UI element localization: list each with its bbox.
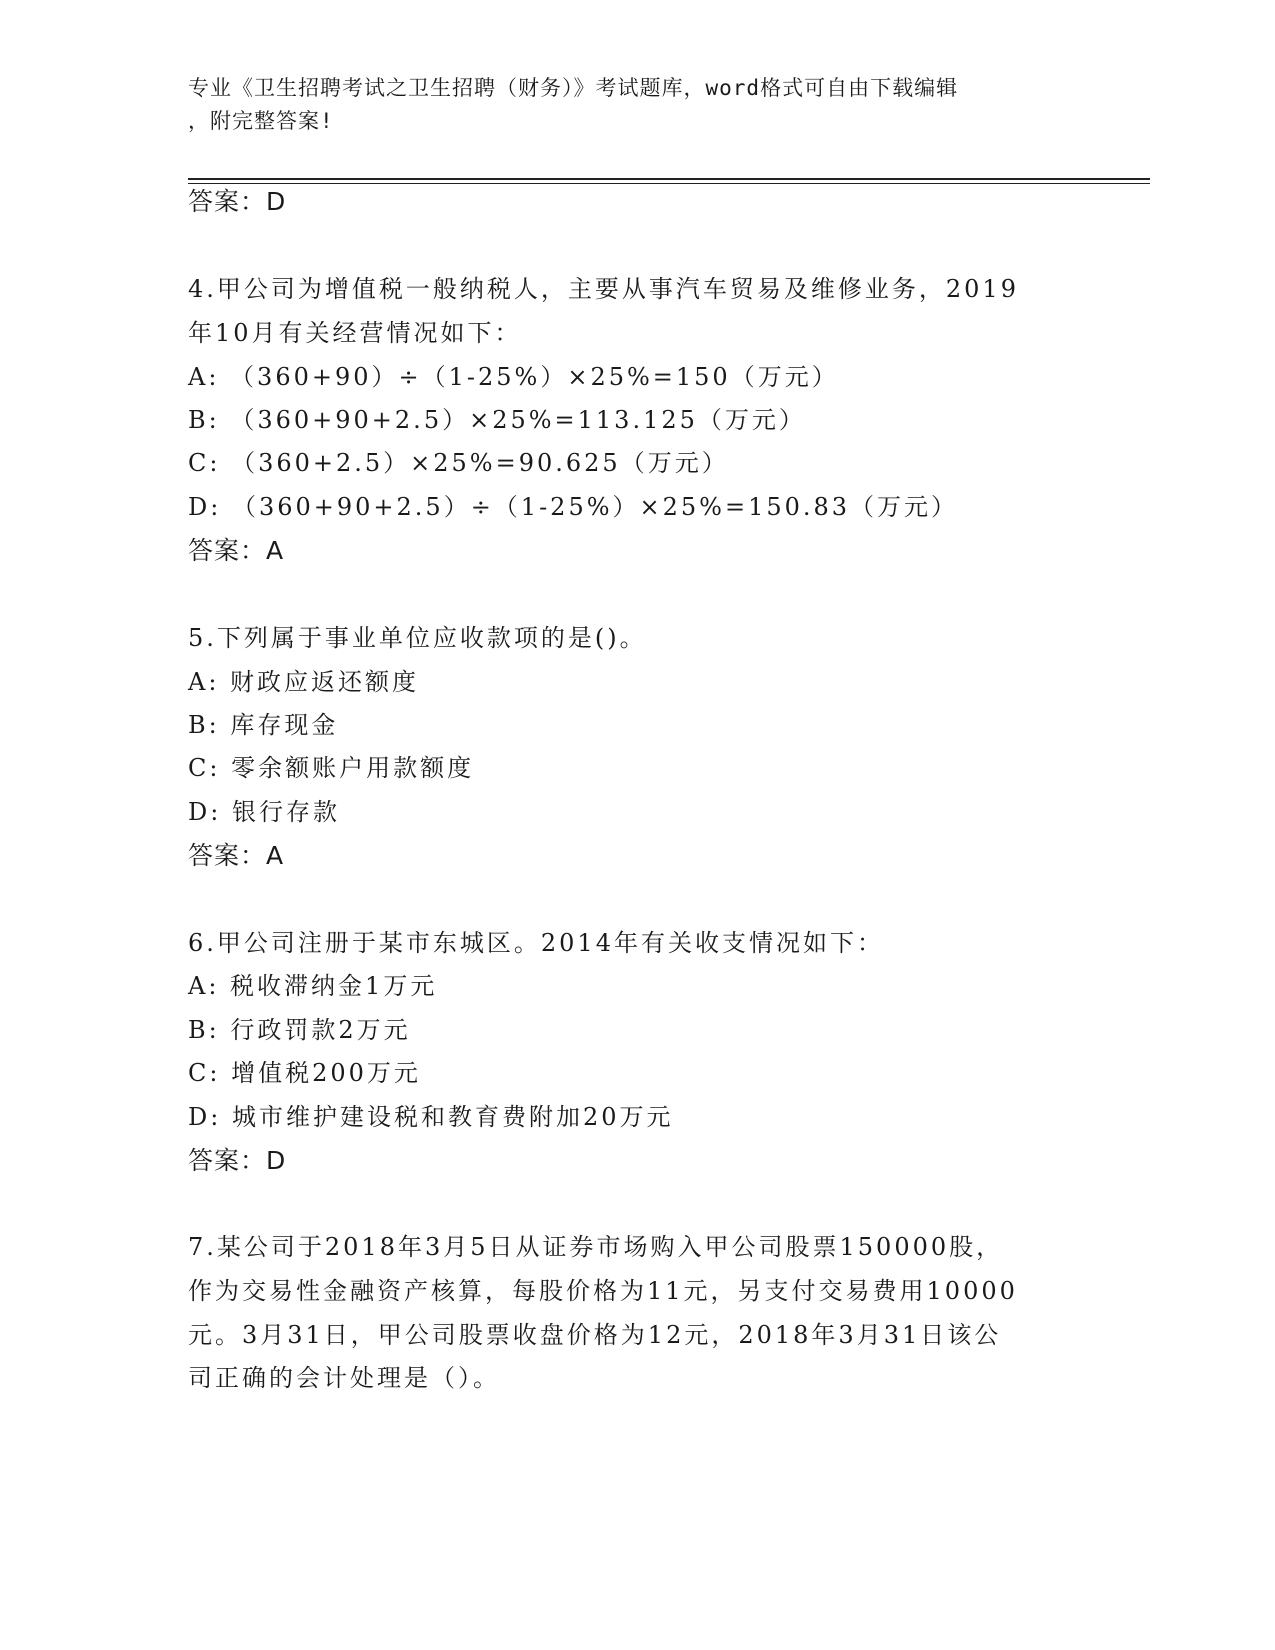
question-4-stem-line-2: 年10月有关经营情况如下： (188, 319, 522, 347)
question-7-stem-line-4: 司正确的会计处理是（）。 (188, 1364, 500, 1392)
question-4-stem-line-1: 4.甲公司为增值税一般纳税人，主要从事汽车贸易及维修业务，2019 (188, 275, 1019, 303)
question-6-option-c: C: 增值税200万元 (188, 1059, 421, 1087)
question-4-option-d: D: （360+90+2.5）÷（1-25%）×25%=150.83（万元） (188, 493, 959, 521)
header-rule-thick (188, 178, 1150, 180)
question-4-option-a: A: （360+90）÷（1-25%）×25%=150（万元） (188, 363, 839, 391)
question-5-option-a: A: 财政应返还额度 (188, 668, 420, 696)
question-5-option-d: D: 银行存款 (188, 798, 340, 826)
question-5-option-b: B: 库存现金 (188, 711, 339, 739)
question-5-stem: 5.下列属于事业单位应收款项的是()。 (188, 624, 647, 652)
question-4-option-b: B: （360+90+2.5）×25%=113.125（万元） (188, 406, 806, 434)
header-rule-thin (188, 183, 1150, 184)
previous-answer: 答案：D (188, 187, 287, 216)
document-header (188, 72, 1068, 138)
question-7-stem-line-2: 作为交易性金融资产核算，每股价格为11元，另支付交易费用10000 (188, 1277, 1018, 1305)
question-4-answer: 答案：A (188, 536, 285, 565)
question-6-option-d: D: 城市维护建设税和教育费附加20万元 (188, 1103, 674, 1131)
question-7-stem-line-3: 元。3月31日，甲公司股票收盘价格为12元，2018年3月31日该公 (188, 1321, 1002, 1349)
question-4-option-c: C: （360+2.5）×25%=90.625（万元） (188, 449, 729, 477)
question-6-answer: 答案：D (188, 1146, 287, 1175)
header-line-1: 专业《卫生招聘考试之卫生招聘（财务）》考试题库，word格式可自由下载编辑 (188, 76, 959, 100)
question-7-stem-line-1: 7.某公司于2018年3月5日从证券市场购入甲公司股票150000股， (188, 1233, 1004, 1261)
question-5-answer: 答案：A (188, 841, 285, 870)
question-6-stem: 6.甲公司注册于某市东城区。2014年有关收支情况如下： (188, 929, 884, 957)
question-6-option-b: B: 行政罚款2万元 (188, 1016, 411, 1044)
question-6-option-a: A: 税收滞纳金1万元 (188, 972, 438, 1000)
header-line-2: ，附完整答案! (188, 109, 334, 133)
question-5-option-c: C: 零余额账户用款额度 (188, 754, 475, 782)
